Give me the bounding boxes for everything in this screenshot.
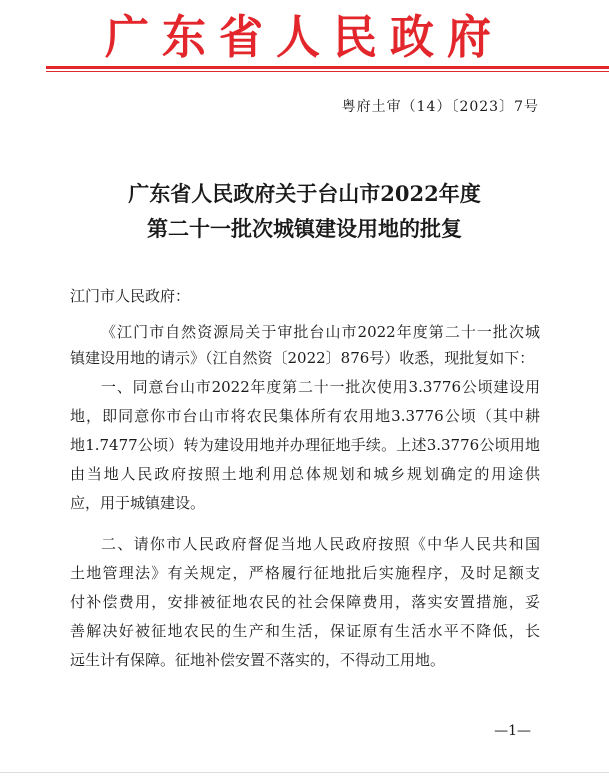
paragraph-3-line: 善解决好被征地农民的生产和生活，保证原有生活水平不降低，长	[70, 622, 540, 640]
paragraph-2-line: 地，即同意你市台山市将农民集体所有农用地3.3776公顷（其中耕	[70, 407, 540, 425]
page-bottom-edge	[0, 772, 609, 773]
document-number: 粤府土审（14）〔2023〕7号	[341, 99, 539, 115]
paragraph-3-line: 土地管理法》有关规定，严格履行征地批后实施程序，及时足额支	[70, 564, 540, 582]
paragraph-1-line: 《江门市自然资源局关于审批台山市2022年度第二十一批次城	[101, 323, 540, 341]
paragraph-3-line: 付补偿费用，安排被征地农民的社会保障费用，落实安置措施，妥	[70, 593, 540, 611]
document-title-line-2: 第二十一批次城镇建设用地的批复	[147, 216, 462, 241]
header-red-rule	[46, 66, 609, 69]
paragraph-2-line: 应，用于城镇建设。	[70, 494, 206, 512]
paragraph-1-line: 镇建设用地的请示》（江自然资〔2022〕876号）收悉，现批复如下：	[70, 349, 535, 367]
addressee: 江门市人民政府：	[70, 287, 191, 305]
paragraph-2-line: 地1.7477公顷）转为建设用地并办理征地手续。上述3.3776公顷用地	[70, 436, 540, 454]
paragraph-3-line: 远生计有保障。征地补偿安置不落实的，不得动工用地。	[70, 651, 446, 669]
header-red-rule-thin	[46, 71, 609, 72]
paragraph-2-line: 一、同意台山市2022年度第二十一批次使用3.3776公顷建设用	[101, 378, 540, 396]
paragraph-2-line: 由当地人民政府按照土地利用总体规划和城乡规划确定的用途供	[70, 465, 540, 483]
page-number: —1—	[494, 723, 531, 739]
document-title-line-1: 广东省人民政府关于台山市2022年度	[128, 181, 481, 206]
paragraph-3-line: 二、请你市人民政府督促当地人民政府按照《中华人民共和国	[101, 535, 540, 553]
issuer-header: 广东省人民政府	[105, 10, 504, 65]
